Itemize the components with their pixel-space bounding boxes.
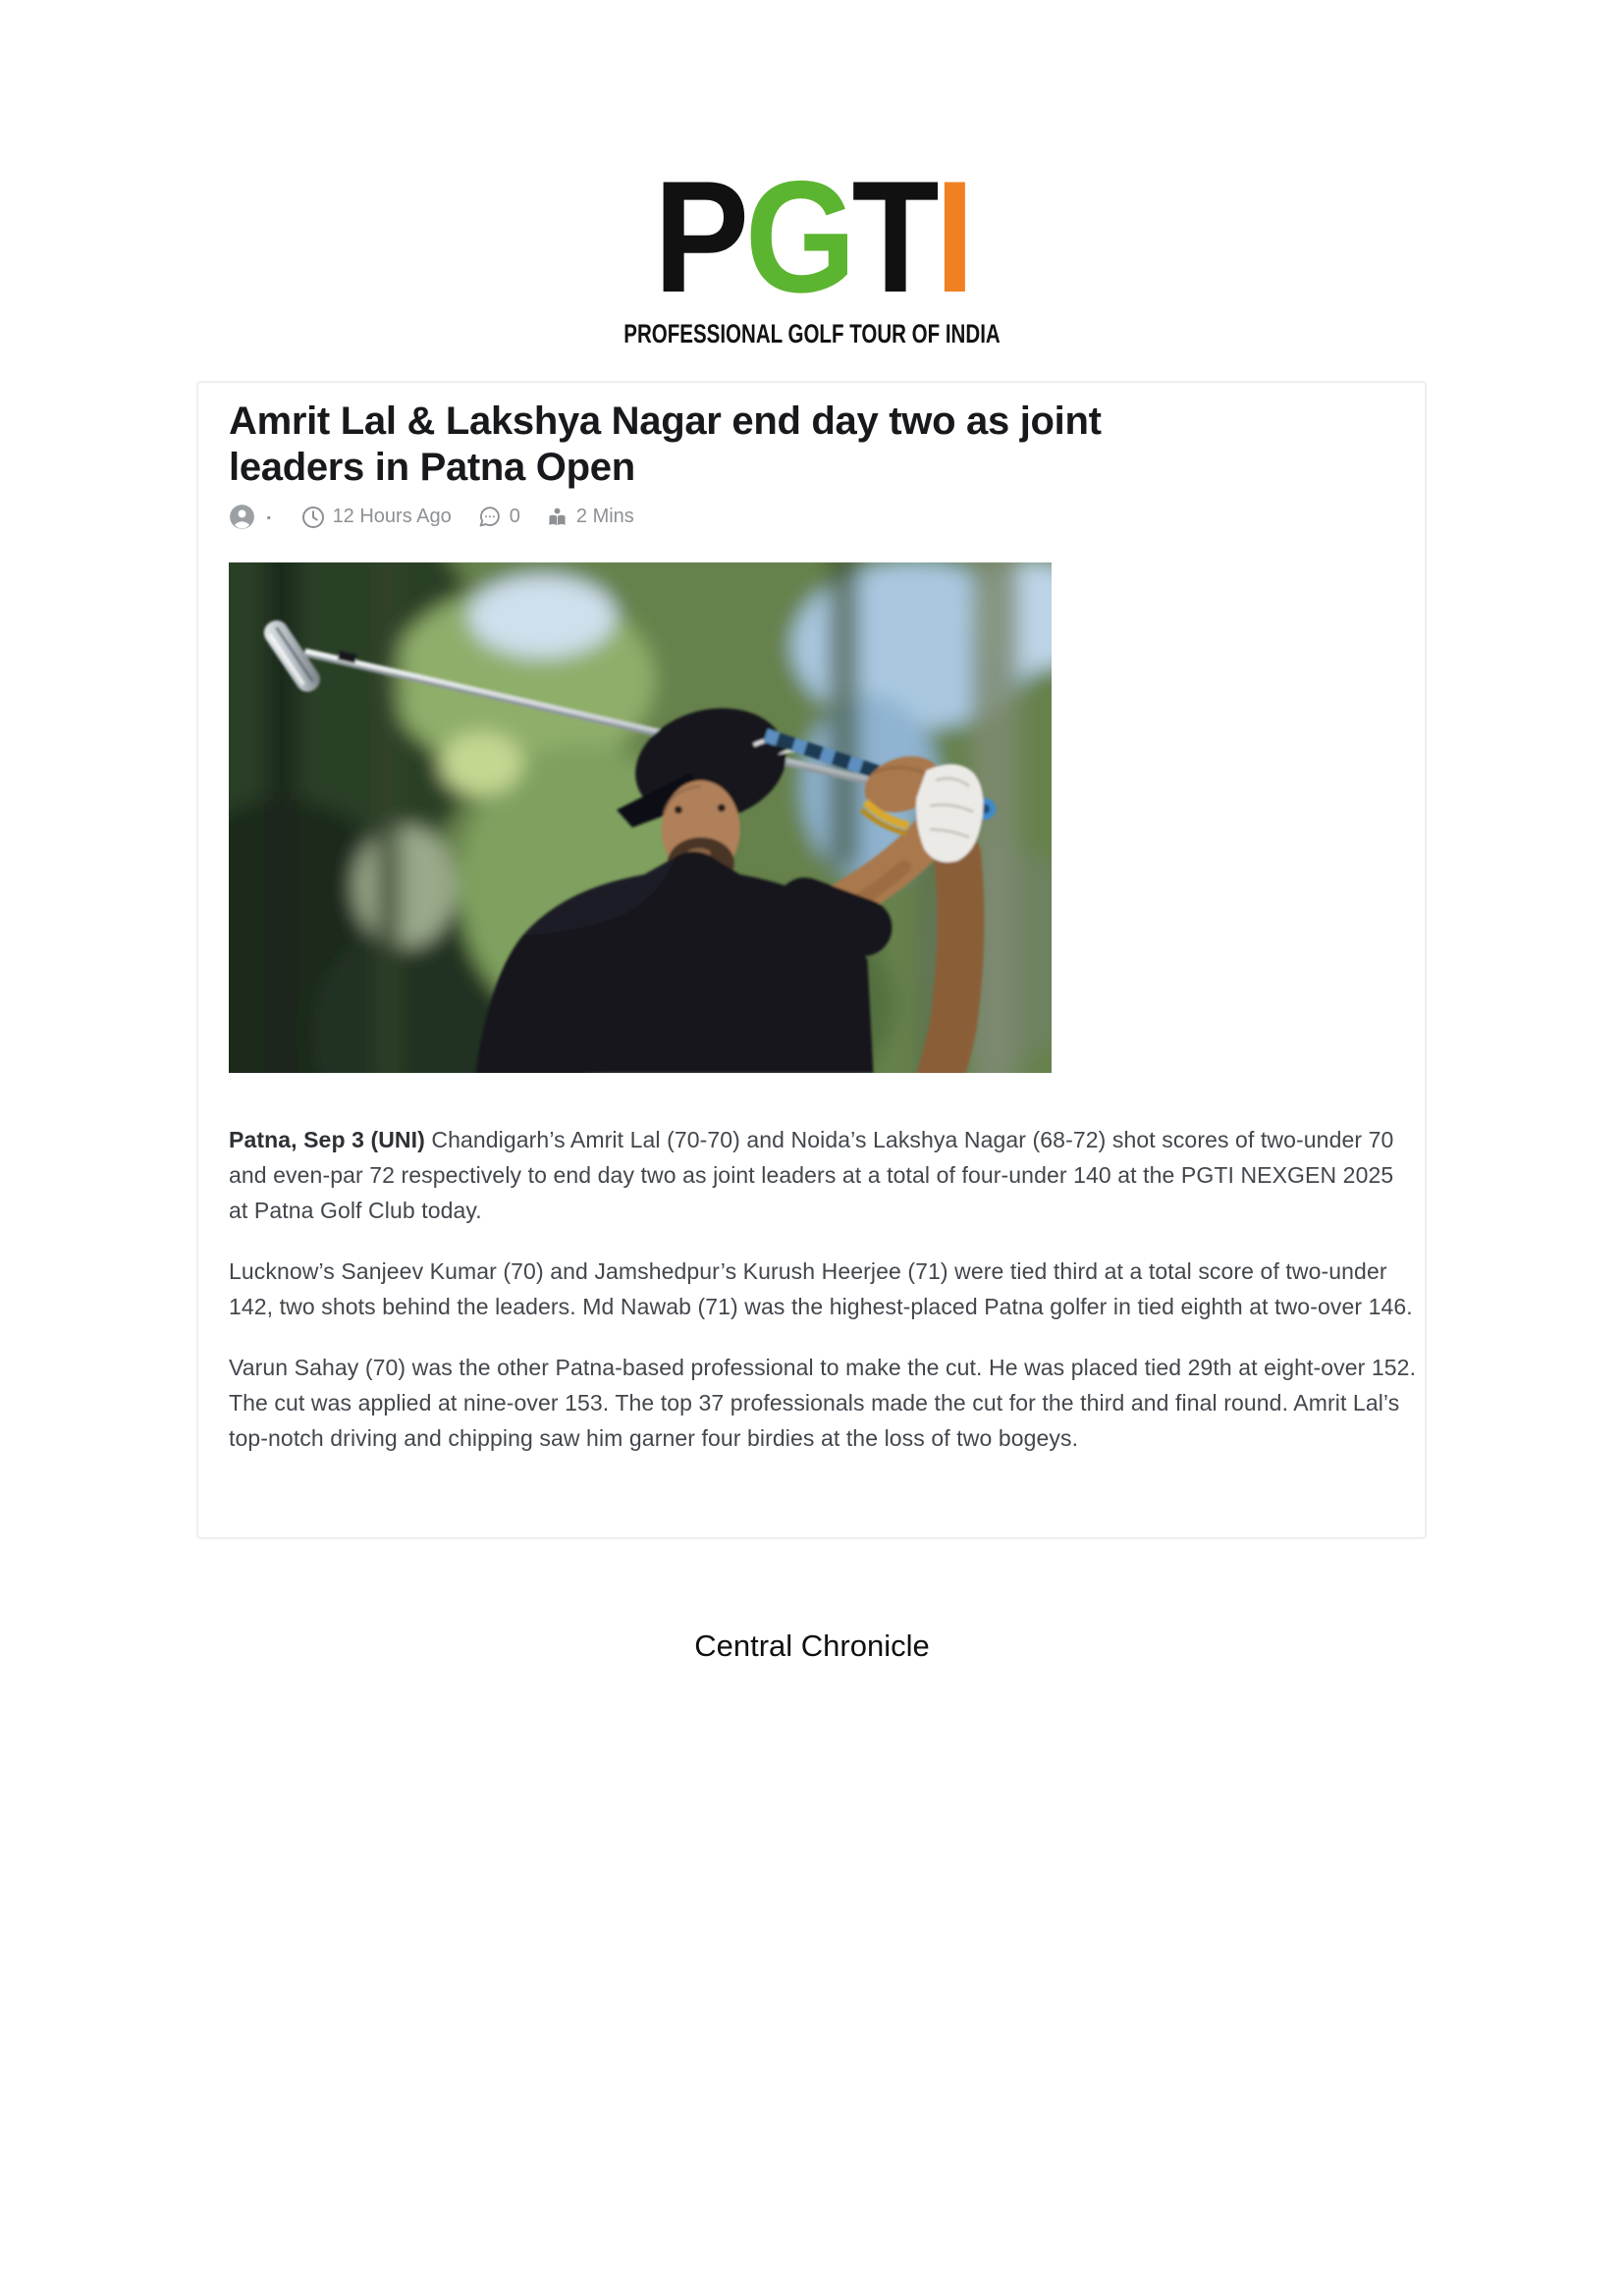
golfer-photo-illustration — [229, 562, 1052, 1073]
site-logo[interactable] — [0, 148, 1624, 348]
logo-letter-p: P — [653, 148, 745, 326]
published-time — [301, 506, 452, 529]
paragraph-2: Lucknow’s Sanjeev Kumar (70) and Jamshedpur’s Kurush Heerjee (71) were tied third at a total score of two-under 142, two shots behind the leaders. Md Nawab (71) was the highest-placed Patna golfer in tied eighth at two-over 146. — [229, 1258, 1413, 1319]
logo-tagline: PROFESSIONAL GOLF TOUR OF INDIA — [623, 319, 1001, 348]
time-ago-label: 12 Hours Ago — [332, 506, 452, 527]
comment-count: 0 — [509, 506, 520, 527]
comment-bubble-icon — [477, 505, 502, 529]
logo-letter-g: G — [744, 148, 852, 326]
article-card — [196, 381, 1427, 1539]
dateline: Patna, Sep 3 (UNI) — [229, 1127, 425, 1152]
article-image — [229, 562, 1052, 1073]
paragraph-3: Varun Sahay (70) was the other Patna-based professional to make the cut. He was placed tied 29th at eight-over 152. The cut was applied at nine-over 153. The top 37 professionals made the cut for the third and final round. Amrit Lal’s top-notch driving and chipping saw him garner four birdies at the loss of two bogeys. — [229, 1355, 1417, 1451]
author-avatar-icon — [229, 504, 255, 530]
comments[interactable] — [477, 505, 520, 529]
site-name: Central Chronicle — [694, 1629, 930, 1663]
logo-letter-t: T — [851, 148, 936, 326]
article-meta — [229, 503, 1385, 531]
clock-icon — [301, 506, 325, 529]
logo-letter-i: I — [935, 148, 971, 326]
read-time-label: 2 Mins — [575, 506, 634, 527]
site-footer — [0, 1626, 1624, 1667]
reader-icon — [546, 506, 568, 528]
pgti-logo-word — [81, 148, 1543, 326]
article-body — [229, 1122, 1419, 1456]
article-title: Amrit Lal & Lakshya Nagar end day two as joint leaders in Patna Open — [229, 400, 1102, 489]
paragraph-1: Patna, Sep 3 (UNI) Chandigarh’s Amrit Lal (70-70) and Noida’s Lakshya Nagar (68-72) shot scores of two-under 70 and even-par 72 respectively to end day two as joint leaders at a total of four-under 140 at the PGTI NEXGEN 2025 at Patna Golf Club today. — [229, 1127, 1394, 1223]
read-time — [546, 506, 634, 528]
author-separator: . — [266, 503, 272, 524]
